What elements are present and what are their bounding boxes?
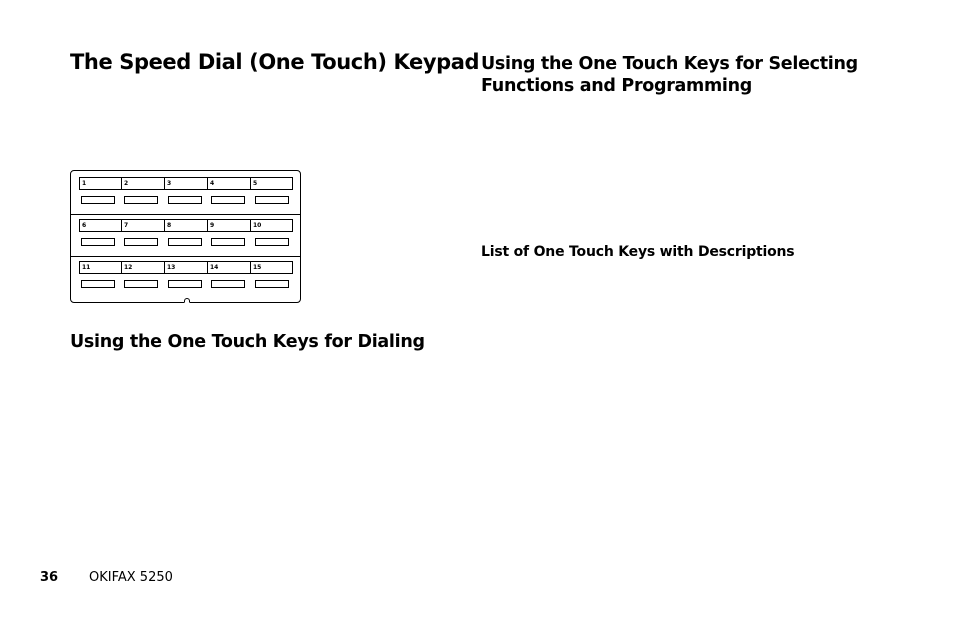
one-touch-key-7[interactable] xyxy=(124,238,158,246)
key-label: 13 xyxy=(164,262,208,273)
key-label: 4 xyxy=(207,178,251,189)
one-touch-key-6[interactable] xyxy=(81,238,115,246)
keypad-notch xyxy=(184,298,190,303)
product-name: OKIFAX 5250 xyxy=(89,570,173,585)
section-heading-line-1: Using the One Touch Keys for Selecting xyxy=(481,54,858,74)
key-label: 2 xyxy=(121,178,165,189)
one-touch-key-2[interactable] xyxy=(124,196,158,204)
key-label: 6 xyxy=(82,222,87,229)
key-label: 8 xyxy=(164,220,208,231)
one-touch-key-4[interactable] xyxy=(211,196,245,204)
keypad-label-strip xyxy=(79,177,293,190)
key-label: 1 xyxy=(82,180,87,187)
section-heading-selecting-functions xyxy=(481,53,858,97)
section-heading-line-2: Functions and Programming xyxy=(481,76,753,96)
page-number: 36 xyxy=(40,570,59,585)
one-touch-key-15[interactable] xyxy=(255,280,289,288)
subsection-heading-key-list: List of One Touch Keys with Descriptions xyxy=(481,244,795,260)
key-label: 7 xyxy=(121,220,165,231)
one-touch-key-1[interactable] xyxy=(81,196,115,204)
key-label: 10 xyxy=(250,220,293,231)
one-touch-key-9[interactable] xyxy=(211,238,245,246)
one-touch-key-3[interactable] xyxy=(168,196,202,204)
one-touch-key-5[interactable] xyxy=(255,196,289,204)
section-heading-dialing: Using the One Touch Keys for Dialing xyxy=(70,332,425,352)
key-label: 12 xyxy=(121,262,165,273)
one-touch-key-11[interactable] xyxy=(81,280,115,288)
key-label: 5 xyxy=(250,178,293,189)
one-touch-key-8[interactable] xyxy=(168,238,202,246)
key-label: 3 xyxy=(164,178,208,189)
page-title: The Speed Dial (One Touch) Keypad xyxy=(70,50,480,74)
key-label: 14 xyxy=(207,262,251,273)
keypad-label-strip xyxy=(79,219,293,232)
one-touch-key-14[interactable] xyxy=(211,280,245,288)
keypad-divider xyxy=(71,214,300,215)
keypad-divider xyxy=(71,256,300,257)
one-touch-key-13[interactable] xyxy=(168,280,202,288)
key-label: 11 xyxy=(82,264,91,271)
keypad-label-strip xyxy=(79,261,293,274)
key-label: 9 xyxy=(207,220,251,231)
one-touch-key-10[interactable] xyxy=(255,238,289,246)
key-label: 15 xyxy=(250,262,293,273)
one-touch-key-12[interactable] xyxy=(124,280,158,288)
one-touch-keypad-illustration xyxy=(70,170,301,303)
